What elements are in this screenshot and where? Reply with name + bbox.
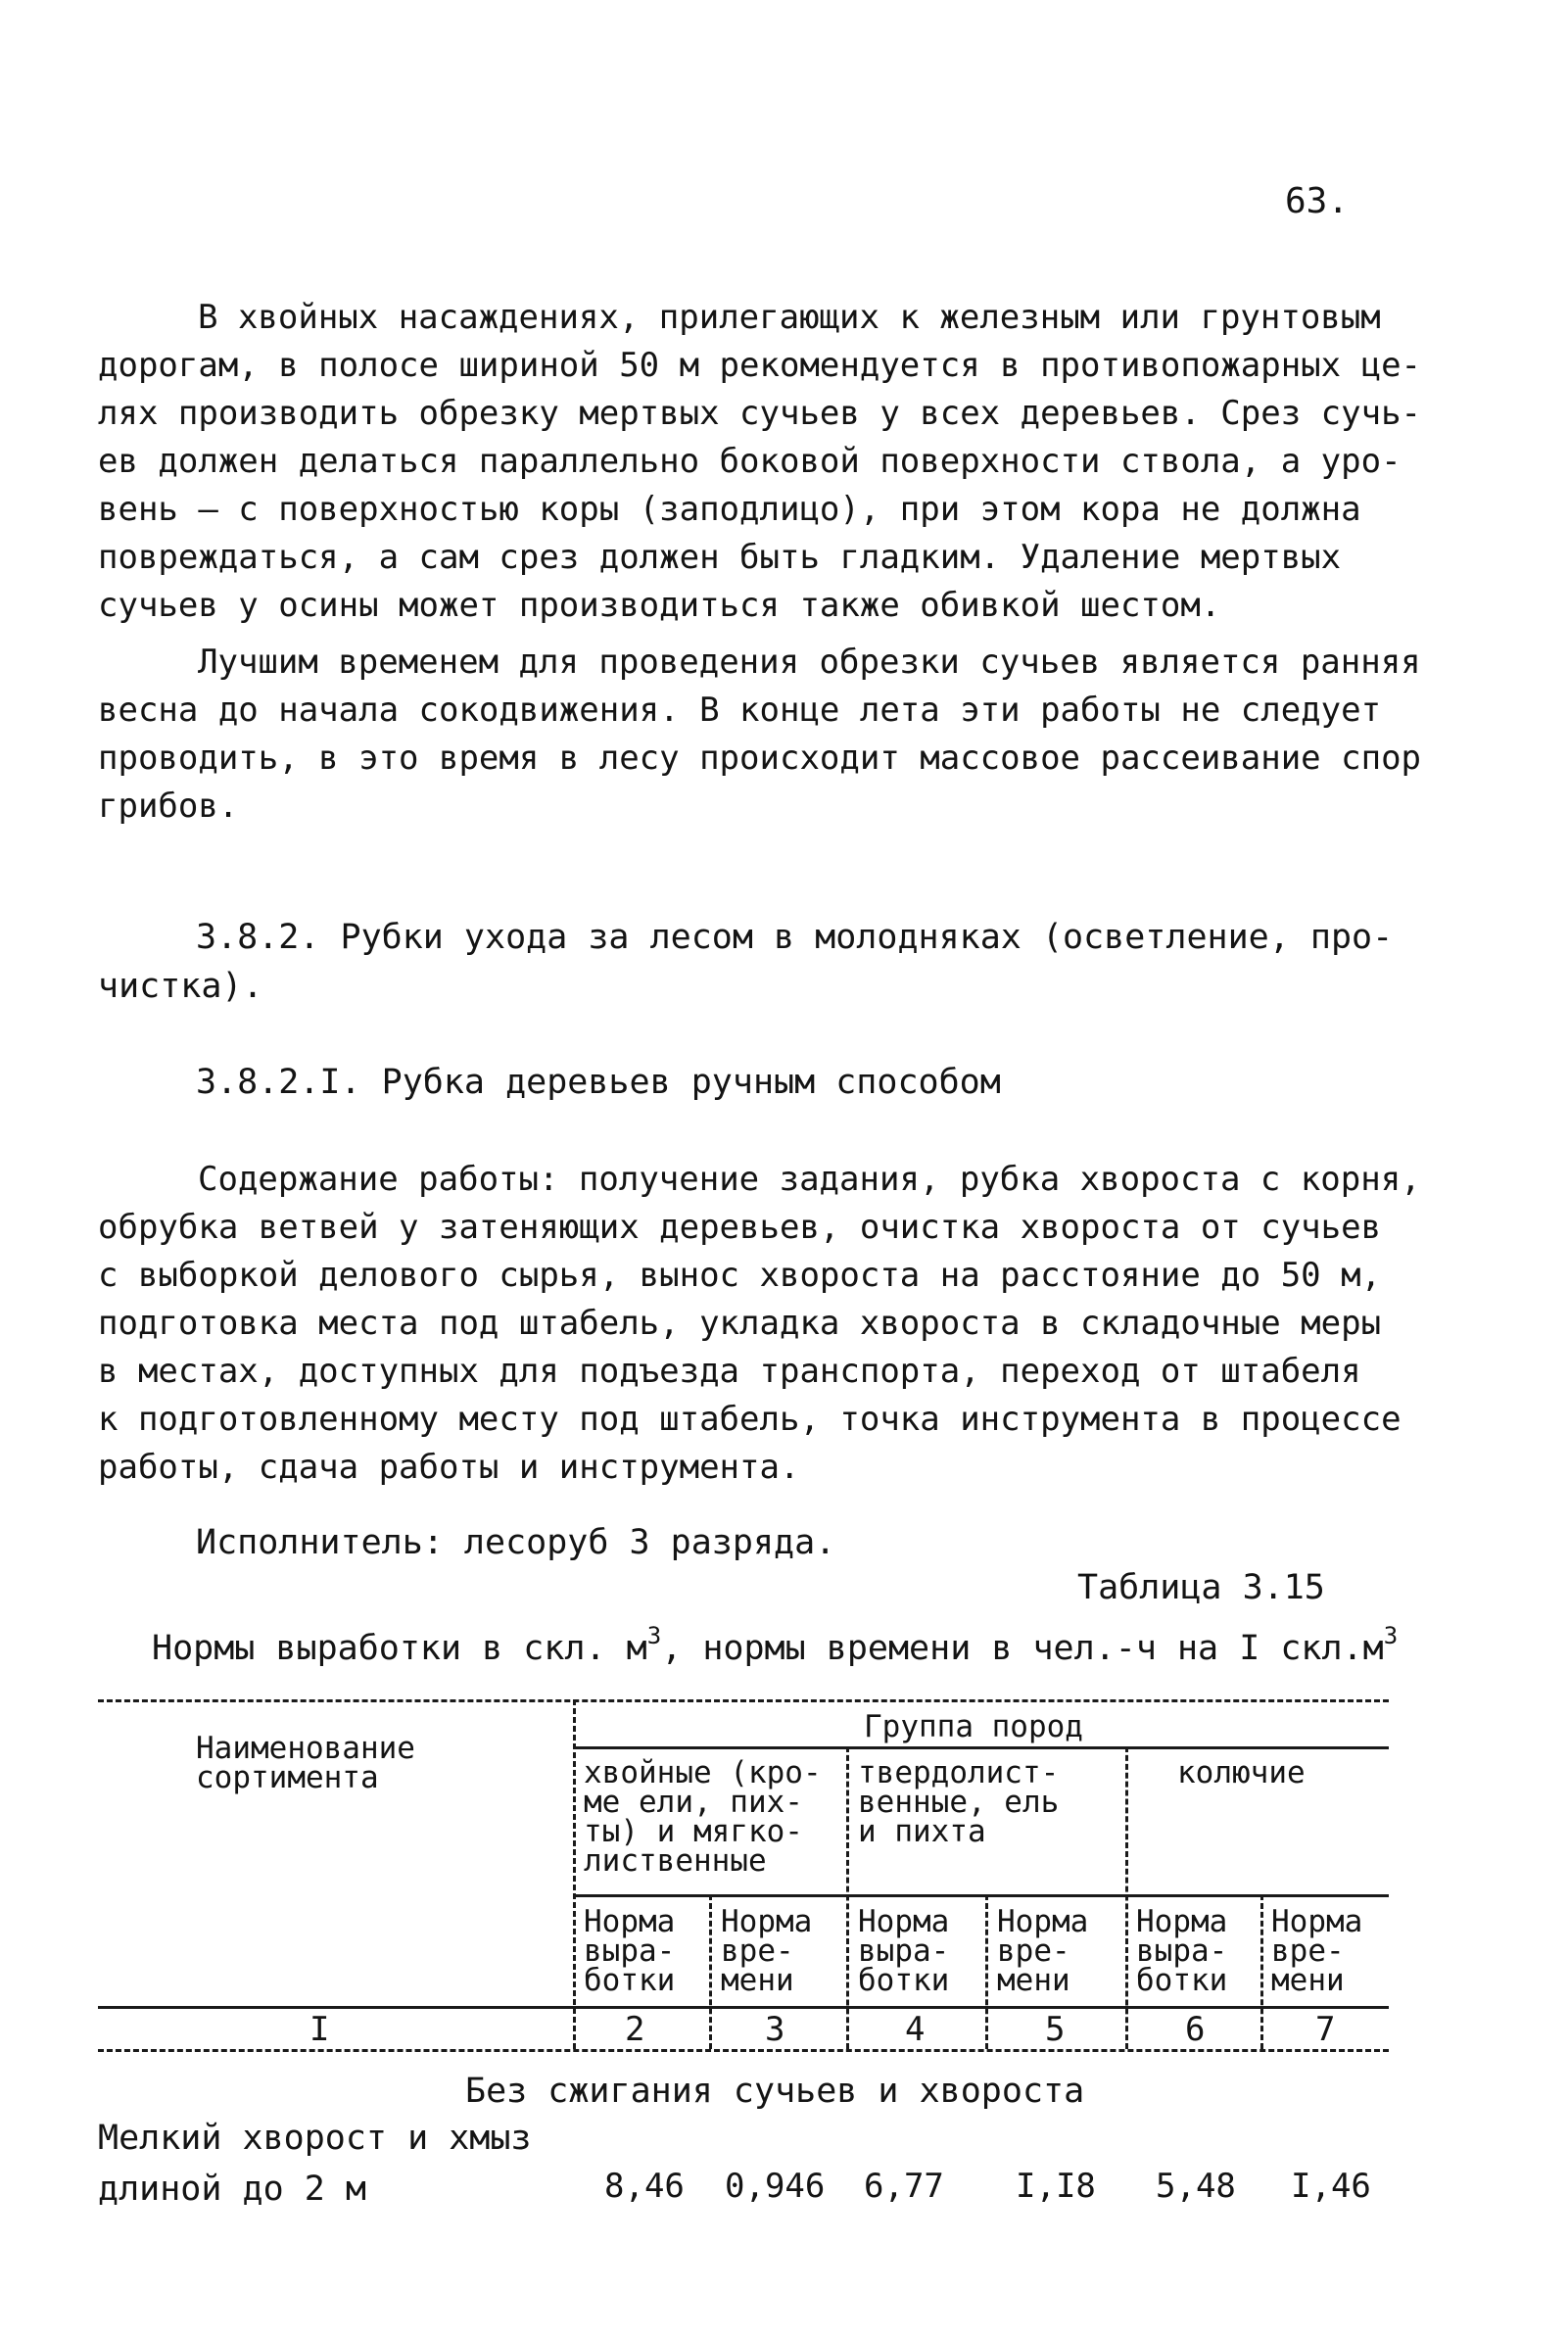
paragraph-1-line: ев должен делаться параллельно боковой поверхности ствола, а уро- — [98, 442, 1402, 481]
subheader-time-norm — [721, 1904, 813, 1998]
subheader-line: мени — [997, 1963, 1070, 1998]
paragraph-3-line: подготовка места под штабель, укладка хвороста в складочные меры — [98, 1304, 1382, 1343]
group-header-line: колючие — [1177, 1755, 1306, 1790]
paragraph-3-line: работы, сдача работы и инструмента. — [98, 1448, 800, 1487]
page-number: 63. — [1285, 181, 1350, 221]
paragraph-1-line: лях производить обрезку мертвых сучьев у всех деревьев. Срез сучь- — [98, 394, 1422, 433]
subheader-line: ботки — [1136, 1963, 1228, 1998]
header-bottom-rule — [98, 2006, 1389, 2009]
paragraph-2-line: Лучшим временем для проведения обрезки сучьев является ранняя — [198, 643, 1421, 682]
table-caption-part: , нормы времени в чел.-ч на I скл.м — [661, 1629, 1384, 1668]
group-header-line: лиственные — [584, 1843, 767, 1879]
column-number: 4 — [905, 2010, 926, 2049]
table-divider — [1125, 1746, 1128, 2049]
row-name-line: Мелкий хворост и хмыз — [98, 2119, 532, 2158]
subheader-line: ботки — [584, 1963, 676, 1998]
group-header-hardwood — [858, 1755, 1060, 1849]
subheader-output-norm — [858, 1904, 950, 1998]
subheader-line: Норма — [721, 1904, 813, 1939]
subheader-line: Норма — [1136, 1904, 1228, 1939]
column-number-rule — [98, 2049, 1389, 2052]
group-header-line: венные, ель — [858, 1785, 1060, 1820]
group-header-line: хвойные (кро- — [584, 1755, 822, 1790]
subheader-time-norm — [997, 1904, 1089, 1998]
paragraph-1-line: повреждаться, а сам срез должен быть гладким. Удаление мертвых — [98, 538, 1342, 577]
subheader-line: выра- — [858, 1933, 950, 1969]
paragraph-1-line: сучьев у осины может производиться также обивкой шестом. — [98, 586, 1221, 625]
subheader-line: Норма — [858, 1904, 950, 1939]
subheader-line: выра- — [584, 1933, 676, 1969]
table-top-rule — [98, 1699, 1389, 1702]
table-caption-part: Нормы выработки в скл. м — [152, 1629, 647, 1668]
section-heading-line: 3.8.2. Рубки ухода за лесом в молодняках (осветление, про- — [196, 918, 1394, 957]
column-number: 7 — [1315, 2010, 1336, 2049]
subheader-output-norm — [1136, 1904, 1228, 1998]
table-label: Таблица 3.15 — [1077, 1568, 1325, 1607]
group-header-line: ме ели, пих- — [584, 1785, 803, 1820]
executor: Исполнитель: лесоруб 3 разряда. — [196, 1523, 836, 1562]
table-caption-superscript: 3 — [646, 1622, 662, 1649]
subheader-line: Норма — [997, 1904, 1089, 1939]
paragraph-3-line: обрубка ветвей у затеняющих деревьев, очистка хвороста от сучьев — [98, 1208, 1382, 1247]
paragraph-3-line: с выборкой делового сырья, вынос хвороста на расстояние до 50 м, — [98, 1256, 1382, 1295]
table-cell: I,46 — [1291, 2167, 1371, 2206]
table-divider — [985, 1894, 988, 2049]
group-header-line: твердолист- — [858, 1755, 1060, 1790]
paragraph-2-line: весна до начала сокодвижения. В конце лета эти работы не следует — [98, 691, 1382, 730]
column-number: 5 — [1045, 2010, 1066, 2049]
row-name-line: длиной до 2 м — [98, 2170, 366, 2209]
subheader-line: вре- — [997, 1933, 1070, 1969]
table-divider — [573, 1699, 576, 2049]
paragraph-2-line: грибов. — [98, 787, 239, 826]
table-divider — [846, 1746, 849, 2049]
subheader-line: вре- — [1271, 1933, 1345, 1969]
table-caption — [152, 1611, 1398, 1673]
table-divider — [709, 1894, 712, 2049]
paragraph-3-line: в местах, доступных для подъезда транспорта, переход от штабеля — [98, 1352, 1361, 1391]
subsection-heading: 3.8.2.I. Рубка деревьев ручным способом — [196, 1063, 1001, 1102]
subheader-rule — [573, 1894, 1389, 1897]
column-number: 3 — [765, 2010, 785, 2049]
paragraph-2 — [98, 639, 1422, 831]
group-header-line: и пихта — [858, 1814, 986, 1849]
subheader-output-norm — [584, 1904, 676, 1998]
column-header-name-line: Наименование — [196, 1731, 415, 1766]
subheader-line: мени — [1271, 1963, 1345, 1998]
group-header-softwood — [584, 1755, 822, 1879]
paragraph-1 — [98, 294, 1422, 630]
table-cell: 5,48 — [1156, 2167, 1236, 2206]
table-cell: 8,46 — [604, 2167, 685, 2206]
group-header: Группа пород — [864, 1709, 1083, 1744]
subheader-line: вре- — [721, 1933, 794, 1969]
paragraph-3-line: к подготовленному месту под штабель, точка инструмента в процессе — [98, 1400, 1402, 1439]
paragraph-1-line: вень – с поверхностью коры (заподлицо), при этом кора не должна — [98, 490, 1361, 529]
paragraph-3 — [98, 1156, 1421, 1492]
subheader-line: выра- — [1136, 1933, 1228, 1969]
subheader-line: Норма — [584, 1904, 676, 1939]
column-number: 6 — [1185, 2010, 1206, 2049]
paragraph-1-line: дорогам, в полосе шириной 50 м рекомендуется в противопожарных це- — [98, 346, 1422, 385]
table-cell: 6,77 — [864, 2167, 944, 2206]
section-heading-line: чистка). — [98, 967, 263, 1006]
column-header-name — [196, 1731, 415, 1795]
table-cell: I,I8 — [1016, 2167, 1096, 2206]
paragraph-3-line: Содержание работы: получение задания, рубка хвороста с корня, — [198, 1160, 1421, 1199]
paragraph-2-line: проводить, в это время в лесу происходит массовое рассеивание спор — [98, 739, 1422, 778]
group-header-thorny — [1177, 1755, 1306, 1790]
group-header-rule — [573, 1746, 1389, 1749]
subheader-line: ботки — [858, 1963, 950, 1998]
column-header-name-line: сортимента — [196, 1760, 379, 1795]
table-caption-superscript: 3 — [1383, 1622, 1399, 1649]
table-section-title: Без сжигания сучьев и хвороста — [465, 2072, 1085, 2111]
paragraph-1-line: В хвойных насаждениях, прилегающих к железным или грунтовым — [198, 298, 1381, 337]
table-cell: 0,946 — [725, 2167, 826, 2206]
table-divider — [1260, 1894, 1263, 2049]
subheader-line: мени — [721, 1963, 794, 1998]
column-number: 2 — [625, 2010, 645, 2049]
subheader-time-norm — [1271, 1904, 1363, 1998]
subheader-line: Норма — [1271, 1904, 1363, 1939]
group-header-line: ты) и мягко- — [584, 1814, 803, 1849]
column-number: I — [309, 2010, 330, 2049]
